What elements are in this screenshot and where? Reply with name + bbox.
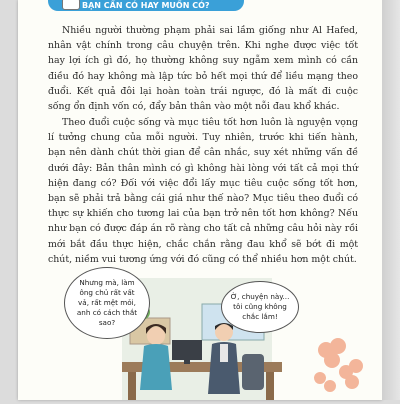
speech-bubble-left	[64, 267, 150, 339]
office-illustration	[52, 258, 346, 400]
paragraph-text: Theo đuổi cuộc sống và mục tiêu tốt hơn luôn là nguyện vọng lí tưởng chung của mỗi người. Tuy nhiên, trước khi tiến hành, bạn nên dành chút thời gian để cân nhắc, suy xét những vấn đề dưới đây: Bản thân mình có gì không hài lòng với tất cả mọi thứ hiện đang có? Đối với việc đổi lấy mục tiêu cuộc sống tốt hơn, bạn sẽ phải trả bằng cái giá như thế nào? Mục tiêu theo đuổi có thực sự khiến cho tương lai của bạn trở nên tốt hơn không? Nếu như bạn có được đáp án rõ ràng cho tất cả những câu hỏi này rồi mới bắt đầu thực hiện, chắc chắn rằng đau khổ sẽ bớt đi một chút, niềm vui tương ứng với đó cũng có thể nhiều hơn một chút.	[48, 117, 358, 265]
woman-body	[140, 344, 172, 390]
flower-decoration-icon	[308, 332, 366, 396]
page-edge	[382, 0, 400, 400]
chair	[242, 354, 264, 390]
paragraph-2	[48, 115, 358, 267]
speech-text: Nhưng mà, làm ông chủ rất vất vả, rất mệt mỏi, anh có cách thắt sao?	[76, 278, 138, 327]
speech-bubble-right	[221, 281, 299, 333]
paragraph-text: Nhiều người thường phạm phải sai lầm giống như Al Hafed, nhân vật chính trong câu chuyện trên. Khi nghe được việc tốt hay lợi ích gì đó, họ thường không suy ngẫm xem mình có cần điều đó hay không mà lập tức bỏ hết mọi thứ để liều mạng theo đuổi. Kết quả đôi lại hoàn toàn trái ngược, đó là mất đi cuộc sống ổn định vốn có, đẩy bản thân vào một nỗi đau khổ khác.	[48, 25, 358, 113]
chapter-banner-text: BẠN CẦN CÓ HAY MUỐN CÓ?	[82, 1, 210, 10]
woman-head	[147, 327, 165, 345]
paragraph-1	[48, 23, 358, 114]
speech-text: Ờ, chuyện này... tôi cũng không chắc lắm!	[230, 292, 290, 321]
monitor-icon	[172, 340, 202, 360]
book-icon	[62, 0, 80, 10]
chapter-banner	[48, 0, 244, 11]
